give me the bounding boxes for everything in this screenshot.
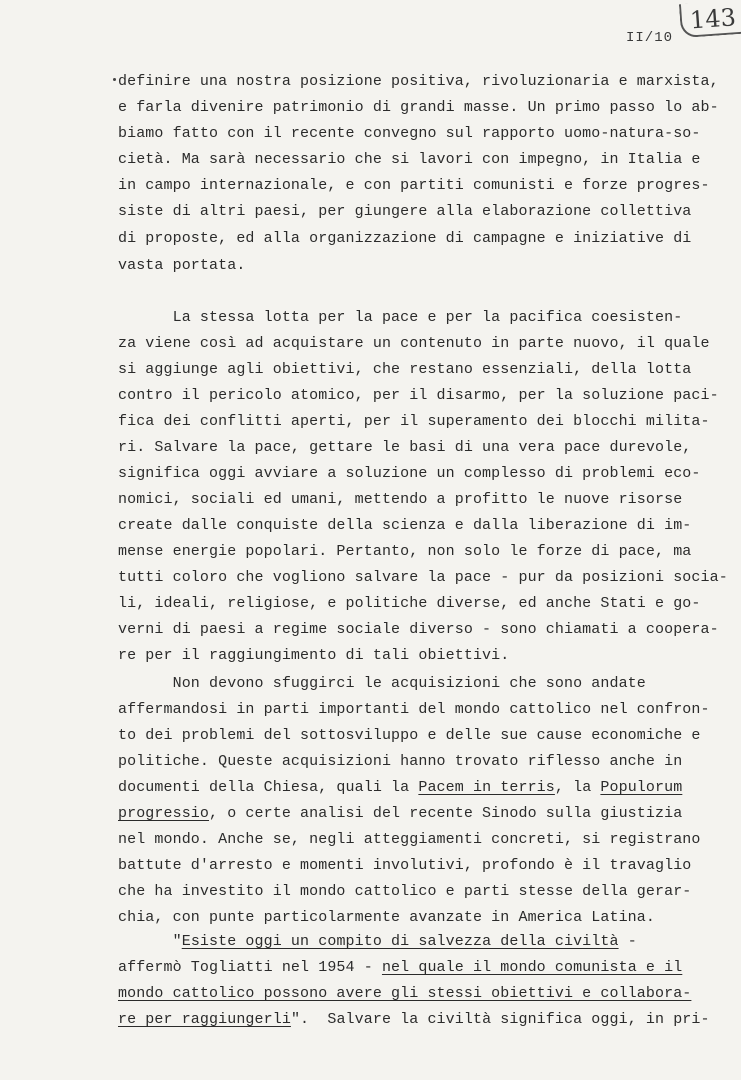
text-line: Non devono sfuggirci le acquisizioni che sono andate (118, 675, 646, 692)
text-line (118, 984, 691, 1004)
text-segment: , o certe analisi del recente Sinodo sulla giustizia (209, 805, 683, 822)
text-line (118, 932, 637, 952)
underlined-quote: re per raggiungerli (118, 1011, 291, 1028)
text-line: za viene così ad acquistare un contenuto in parte nuovo, il quale (118, 335, 710, 352)
text-line: nel mondo. Anche se, negli atteggiamenti concreti, si registrano (118, 831, 701, 848)
text-line: fica dei conflitti aperti, per il superamento dei blocchi milita- (118, 413, 710, 430)
text-line: e farla divenire patrimonio di grandi masse. Un primo passo lo ab- (118, 99, 719, 116)
text-line: significa oggi avviare a soluzione un complesso di problemi eco- (118, 465, 701, 482)
underlined-title: progressio (118, 805, 210, 822)
handwritten-page-number: 143 (679, 0, 741, 38)
underlined-quote: nel quale il mondo comunista e il (381, 959, 683, 976)
text-line (118, 958, 682, 978)
underlined-title: Pacem in terris (418, 779, 555, 796)
text-line: contro il pericolo atomico, per il disarmo, per la soluzione paci- (118, 387, 719, 404)
text-line (118, 778, 682, 798)
text-line: che ha investito il mondo cattolico e parti stesse della gerar- (118, 883, 692, 900)
text-line (118, 1010, 710, 1030)
page-number: II/10 (626, 30, 674, 46)
text-line: tutti coloro che vogliono salvare la pace - pur da posizioni socia- (118, 569, 728, 586)
text-line: nomici, sociali ed umani, mettendo a profitto le nuove risorse (118, 491, 683, 508)
text-line: create dalle conquiste della scienza e dalla liberazione di im- (118, 517, 692, 534)
text-line: affermandosi in parti importanti del mondo cattolico nel confron- (118, 701, 710, 718)
text-line: politiche. Queste acquisizioni hanno trovato riflesso anche in (118, 753, 683, 770)
text-segment: , la (554, 779, 601, 796)
text-line (118, 804, 682, 824)
text-segment: ". Salvare la civiltà significa oggi, in pri- (290, 1011, 710, 1028)
text-line: to dei problemi del sottosviluppo e delle sue cause economiche e (118, 727, 701, 744)
text-line: verni di paesi a regime sociale diverso - sono chiamati a coopera- (118, 621, 719, 638)
text-line: li, ideali, religiose, e politiche diverse, ed anche Stati e go- (118, 595, 701, 612)
text-line: chia, con punte particolarmente avanzate in America Latina. (118, 909, 655, 926)
text-line: re per il raggiungimento di tali obiettivi. (118, 647, 510, 664)
underlined-quote: Esiste oggi un compito di salvezza della civiltà (181, 933, 619, 950)
text-line: La stessa lotta per la pace e per la pacifica coesisten- (118, 309, 683, 326)
text-segment: affermò Togliatti nel 1954 - (118, 959, 382, 976)
text-segment: - (618, 933, 637, 950)
underlined-title: Populorum (600, 779, 683, 796)
text-line: mense energie popolari. Pertanto, non solo le forze di pace, ma (118, 543, 692, 560)
margin-mark (113, 78, 116, 81)
text-segment: " (118, 933, 182, 950)
text-segment: documenti della Chiesa, quali la (118, 779, 419, 796)
text-line: cietà. Ma sarà necessario che si lavori con impegno, in Italia e (118, 151, 701, 168)
text-line: siste di altri paesi, per giungere alla elaborazione collettiva (118, 203, 692, 220)
text-line: biamo fatto con il recente convegno sul rapporto uomo-natura-so- (118, 125, 701, 142)
text-line: ri. Salvare la pace, gettare le basi di una vera pace durevole, (118, 439, 692, 456)
underlined-quote: mondo cattolico possono avere gli stessi obiettivi e collabora- (118, 985, 692, 1002)
text-line: in campo internazionale, e con partiti comunisti e forze progres- (118, 177, 710, 194)
text-line: si aggiunge agli obiettivi, che restano essenziali, della lotta (118, 361, 692, 378)
text-line: definire una nostra posizione positiva, rivoluzionaria e marxista, (118, 73, 719, 90)
text-line: vasta portata. (118, 257, 246, 274)
text-line: di proposte, ed alla organizzazione di campagne e iniziative di (118, 230, 692, 247)
text-line: battute d'arresto e momenti involutivi, profondo è il travaglio (118, 857, 692, 874)
